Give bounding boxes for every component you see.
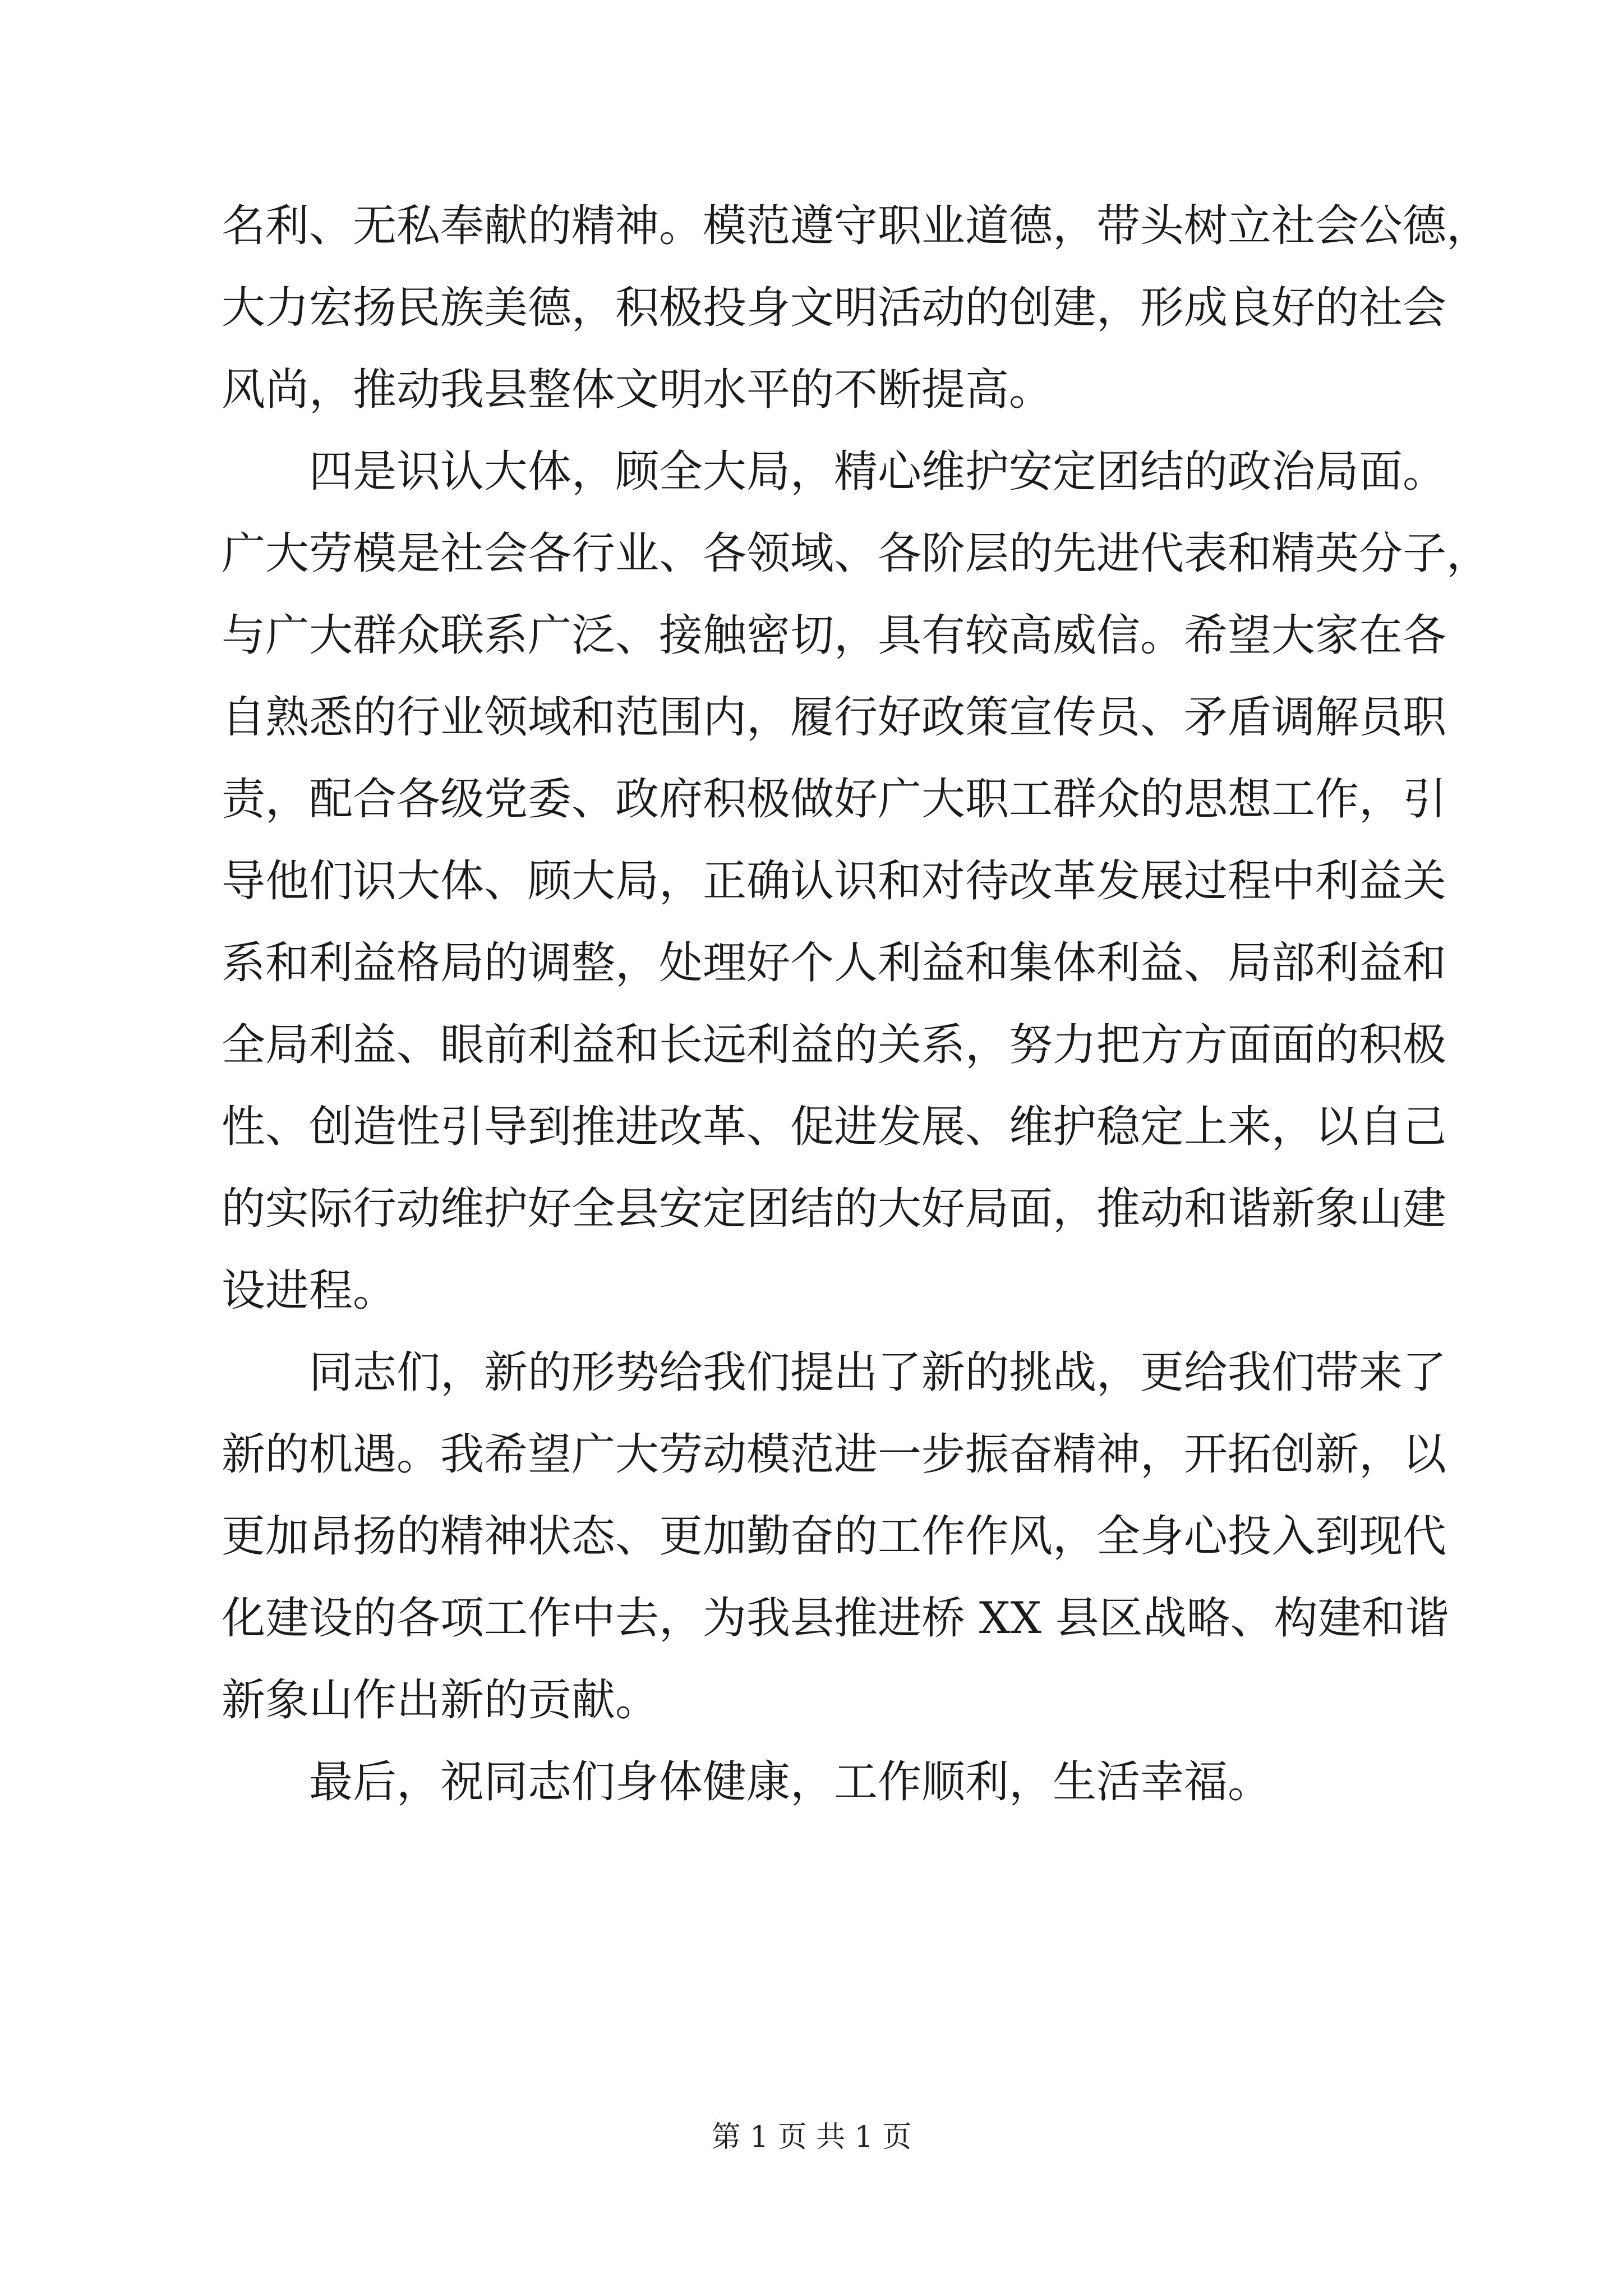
text-line: 系和利益格局的调整，处理好个人利益和集体利益、局部利益和 <box>222 938 1447 988</box>
text-line: 的实际行动维护好全县安定团结的大好局面，推动和谐新象山建 <box>222 1184 1447 1234</box>
text-line: 新象山作出新的贡献。 <box>222 1675 660 1726</box>
document-body <box>222 185 1491 1823</box>
text-line: 最后，祝同志们身体健康，工作顺利，生活幸福。 <box>309 1757 1272 1807</box>
text-line: 责，配合各级党委、政府积极做好广大职工群众的思想工作，引 <box>222 774 1447 825</box>
text-line: 更加昂扬的精神状态、更加勤奋的工作作风，全身心投入到现代 <box>222 1511 1447 1562</box>
text-line: 与广大群众联系广泛、接触密切，具有较高威信。希望大家在各 <box>222 610 1447 661</box>
text-line: 新的机遇。我希望广大劳动模范进一步振奋精神，开拓创新，以 <box>222 1429 1447 1480</box>
text-line: 名利、无私奉献的精神。模范遵守职业道德，带头树立社会公德， <box>222 201 1491 251</box>
text-line: 风尚，推动我县整体文明水平的不断提高。 <box>222 365 1053 415</box>
text-line: 化建设的各项工作中去，为我县推进桥 XX 县区战略、构建和谐 <box>222 1593 1449 1644</box>
text-line: 同志们，新的形势给我们提出了新的挑战，更给我们带来了 <box>309 1347 1447 1398</box>
text-line: 大力宏扬民族美德，积极投身文明活动的创建，形成良好的社会 <box>222 283 1447 333</box>
text-line: 四是识认大体，顾全大局，精心维护安定团结的政治局面。 <box>309 447 1447 497</box>
text-line: 全局利益、眼前利益和长远利益的关系，努力把方方面面的积极 <box>222 1020 1447 1070</box>
text-line: 设进程。 <box>222 1266 397 1316</box>
page-number-footer: 第 1 页 共 1 页 <box>711 2120 912 2154</box>
text-line: 导他们识大体、顾大局，正确认识和对待改革发展过程中利益关 <box>222 856 1447 907</box>
text-line: 自熟悉的行业领域和范围内，履行好政策宣传员、矛盾调解员职 <box>222 692 1447 743</box>
text-line: 广大劳模是社会各行业、各领域、各阶层的先进代表和精英分子， <box>222 528 1491 579</box>
text-line: 性、创造性引导到推进改革、促进发展、维护稳定上来，以自己 <box>222 1102 1447 1152</box>
